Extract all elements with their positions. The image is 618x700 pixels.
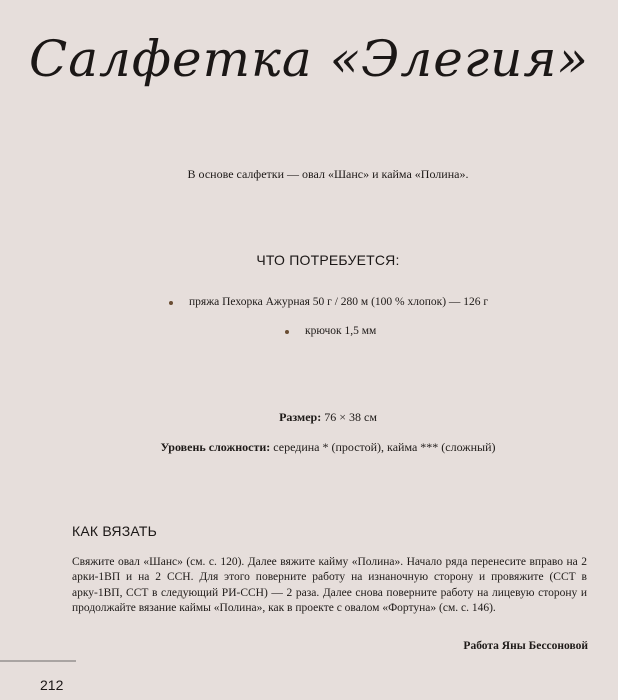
size-value: 76 × 38 см (324, 410, 377, 424)
materials-item-hook (305, 325, 376, 337)
page-number: 212 (40, 677, 64, 693)
difficulty-label: Уровень сложности: (160, 440, 271, 454)
instructions-heading: КАК ВЯЗАТЬ (72, 523, 157, 539)
intro-text: В основе салфетки — овал «Шанс» и кайма «Полина». (187, 167, 469, 181)
size-label: Размер: (279, 410, 322, 424)
instructions-text: Свяжите овал «Шанс» (см. с. 120). Далее вяжите кайму «Полина». Начало ряда перенесите вправо на 2 арки-1ВП и на 2 ССН. Для этого поверните работу на изнаночную сторону и провяжите (ССТ в арку-1ВП, ССТ в следующий РИ-ССН) — 2 раза. Далее снова поверните работу на лицевую сторону и продолжайте вязание каймы «Полина», как в проекте с овалом «Фортуна» (см. с. 146). (72, 556, 587, 614)
difficulty-value: серединa * (простой), кайма *** (сложный) (273, 440, 496, 454)
bullet-icon (169, 301, 173, 305)
page-divider (0, 660, 76, 662)
materials-item-yarn (189, 296, 488, 308)
difficulty-spec (0, 440, 618, 455)
materials-item-text: пряжа Пехорка Ажурная 50 г / 280 м (100 % хлопок) — 126 г (189, 296, 489, 308)
materials-heading: ЧТО ПОТРЕБУЕТСЯ: (256, 252, 400, 268)
materials-item-text: крючок 1,5 мм (305, 325, 377, 337)
bullet-icon (285, 330, 289, 334)
page-title: Салфетка «Элегия» (28, 30, 590, 88)
author-credit: Работа Яны Бессоновой (463, 640, 588, 652)
size-spec (0, 410, 618, 425)
